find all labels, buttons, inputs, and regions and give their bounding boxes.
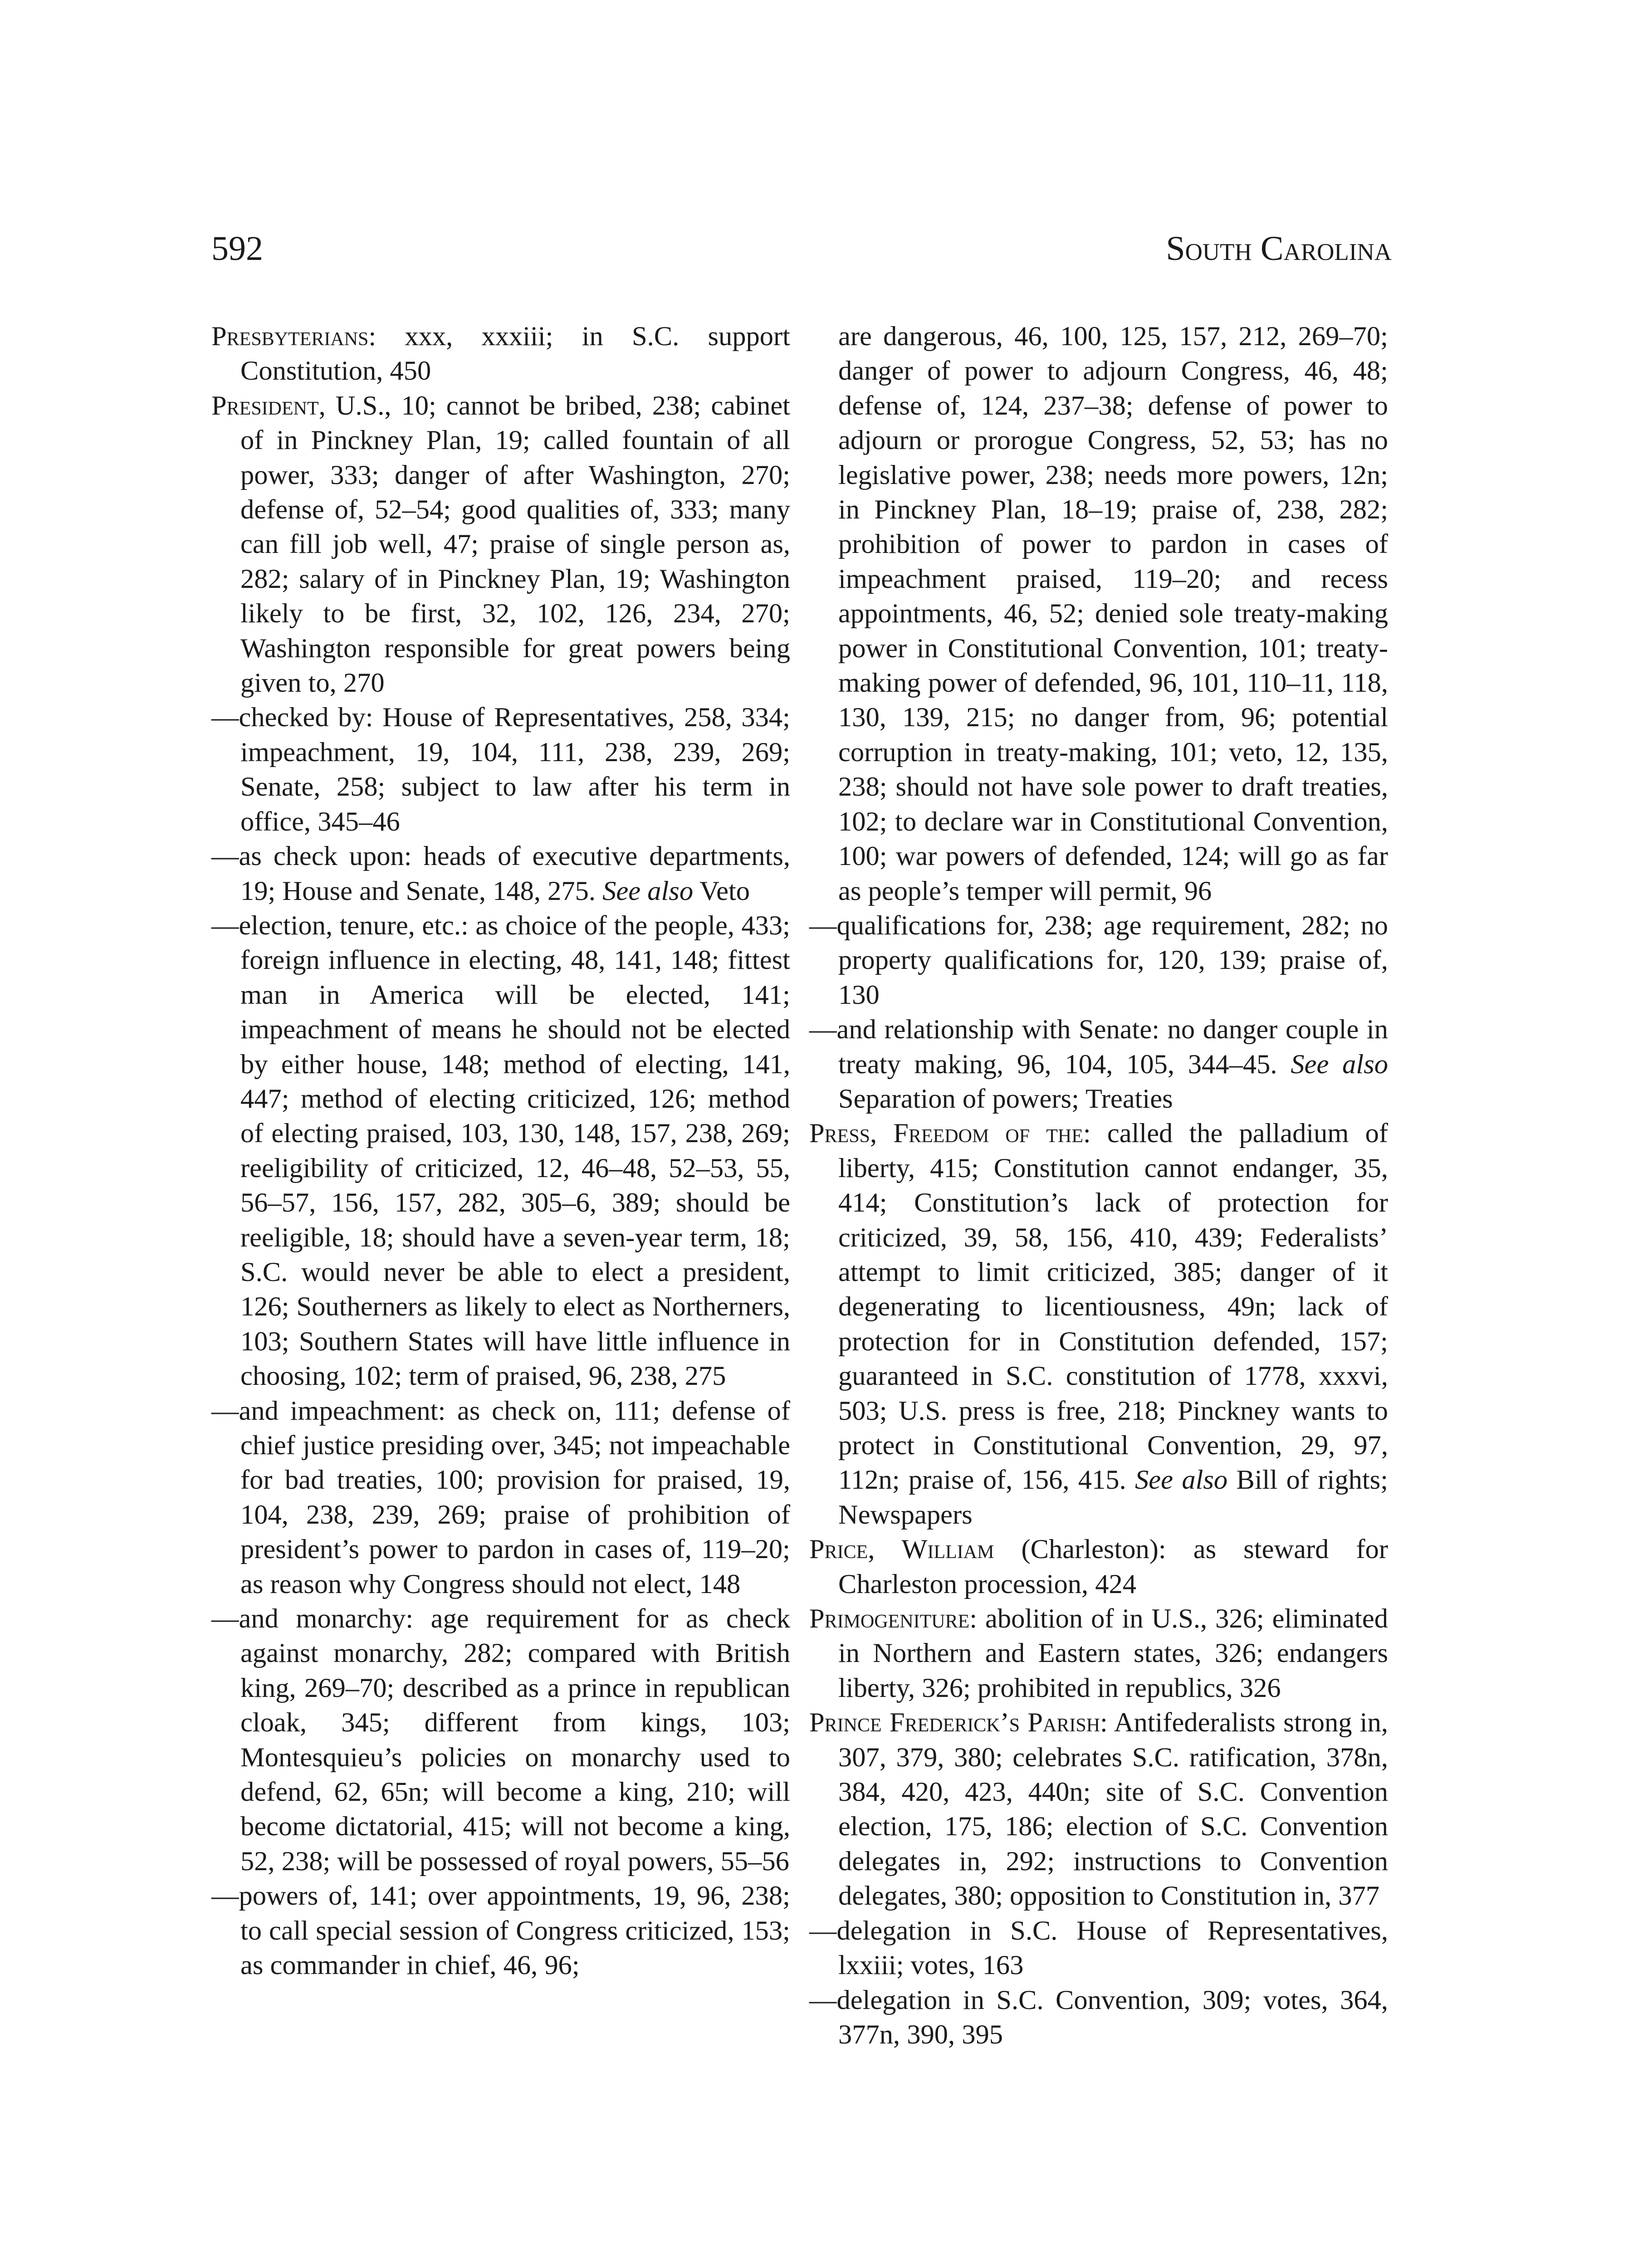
subentry-checked-by: —checked by: House of Representatives, 258, 334; impeachment, 19, 104, 111, 238, 239, 269; Senate, 258; subject to law after his term in office, 345–46	[211, 702, 790, 837]
entry-heading: Presbyterians	[211, 321, 369, 352]
subentry-house-delegation: —delegation in S.C. House of Representatives, lxxiii; votes, 163	[809, 1915, 1388, 1981]
cross-reference: Veto	[693, 875, 750, 906]
entry-text: : xxx, xxxiii; in S.C. support Constitution, 450	[240, 321, 790, 386]
subentry-powers: —powers of, 141; over appointments, 19, 96, 238; to call special session of Congress criticized, 153; as commander in chief, 46, 96;	[211, 1881, 790, 1981]
entry-heading: President	[211, 390, 319, 421]
subentry-qualifications: —qualifications for, 238; age requirement, 282; no property qualifications for, 120, 139; praise of, 130	[809, 910, 1388, 1010]
index-column-left	[211, 319, 790, 1983]
entry-text: —as check upon: heads of executive departments, 19; House and Senate, 148, 275.	[211, 841, 790, 906]
index-column-right	[809, 319, 1388, 2052]
subentry-election: —election, tenure, etc.: as choice of the people, 433; foreign influence in electing, 48, 141, 148; fittest man in America will be elected, 141; impeachment of means he should not be elected by either house, 148; method of electing, 141, 447; method of electing criticized, 126; method of electing praised, 103, 130, 148, 157, 238, 269; reeligibility of criticized, 12, 46–48, 52–53, 55, 56–57, 156, 157, 282, 305–6, 389; should be reeligible, 18; should have a seven-year term, 18; S.C. would never be able to elect a president, 126; Southerners as likely to elect as Northerners, 103; Southern States will have little influence in choosing, 102; term of praised, 96, 238, 275	[211, 910, 790, 1392]
cross-reference: Separation of powers; Treaties	[838, 1083, 1173, 1114]
subentry-powers-continued: are dangerous, 46, 100, 125, 157, 212, 269–70; danger of power to adjourn Congress, 46, 48; defense of, 124, 237–38; defense of power to adjourn or prorogue Congress, 52, 53; has no legislative power, 238; needs more powers, 12n; in Pinckney Plan, 18–19; praise of, 238, 282; prohibition of power to pardon in cases of impeachment praised, 119–20; and recess appointments, 46, 52; denied sole treaty-making power in Constitutional Convention, 101; treaty-making power of defended, 96, 101, 110–11, 118, 130, 139, 215; no danger from, 96; potential corruption in treaty-making, 101; veto, 12, 135, 238; should not have sole power to draft treaties, 102; to declare war in Constitutional Convention, 100; war powers of defended, 124; will go as far as people’s temper will permit, 96	[838, 321, 1388, 906]
entry-heading: Primogeniture	[809, 1603, 970, 1634]
index-entry-price	[809, 1532, 1388, 1602]
entry-text: (Charleston): as steward for Charleston procession, 424	[838, 1534, 1388, 1599]
entry-text: : Antifederalists strong in, 307, 379, 380; celebrates S.C. ratification, 378n, 384, 420, 423, 440n; site of S.C. Convention election, 175, 186; election of S.C. Convention delegates in, 292; instructions to Convention delegates, 380; opposition to Constitution in, 377	[838, 1707, 1388, 1911]
page-number: 592	[211, 230, 263, 268]
entry-heading: Prince Frederick’s Parish	[809, 1707, 1100, 1738]
entry-text: : abolition of in U.S., 326; eliminated in Northern and Eastern states, 326; endangers liberty, 326; prohibited in republics, 326	[838, 1603, 1388, 1703]
entry-text: : called the palladium of liberty, 415; Constitution cannot endanger, 35, 414; Constitution’s lack of protection for criticized, 39, 58, 156, 410, 439; Federalists’ attempt to limit criticized, 385; danger of it degenerating to licentiousness, 49n; lack of protection for in Constitution defended, 157; guaranteed in S.C. constitution of 1778, xxxvi, 503; U.S. press is free, 218; Pinckney wants to protect in Constitutional Convention, 29, 97, 112n; praise of, 156, 415.	[838, 1118, 1389, 1496]
index-entry-presbyterians	[211, 319, 790, 389]
running-head: South Carolina	[1166, 230, 1392, 268]
subentry-senate	[809, 1012, 1388, 1116]
entry-text: —and relationship with Senate: no danger couple in treaty making, 96, 104, 105, 344–45.	[809, 1014, 1388, 1080]
cross-reference: Bill of rights; Newspapers	[838, 1465, 1388, 1530]
index-entry-press	[809, 1116, 1388, 1532]
entry-heading: Press, Freedom of the	[809, 1118, 1083, 1149]
subentry-monarchy: —and monarchy: age requirement for as check against monarchy, 282; compared with British king, 269–70; described as a prince in republican cloak, 345; different from kings, 103; Montesquieu’s policies on monarchy used to defend, 62, 65n; will become a king, 210; will become dictatorial, 415; will not become a king, 52, 238; will be possessed of royal powers, 55–56	[211, 1603, 790, 1877]
index-entry-prince-frederick	[809, 1706, 1388, 1913]
entry-heading: Price, William	[809, 1534, 994, 1565]
see-also-label: See also	[1135, 1465, 1228, 1496]
index-entry-primogeniture	[809, 1602, 1388, 1706]
entry-text: , U.S., 10; cannot be bribed, 238; cabinet of in Pinckney Plan, 19; called fountain of all power, 333; danger of after Washington, 270; defense of, 52–54; good qualities of, 333; many can fill job well, 47; praise of single person as, 282; salary of in Pinckney Plan, 19; Washington likely to be first, 32, 102, 126, 234, 270; Washington responsible for great powers being given to, 270	[240, 390, 790, 699]
subentry-as-check-upon	[211, 839, 790, 909]
see-also-label: See also	[1291, 1049, 1388, 1080]
index-entry-president	[211, 389, 790, 701]
subentry-convention-delegation: —delegation in S.C. Convention, 309; votes, 364, 377n, 390, 395	[809, 1984, 1388, 2050]
subentry-impeachment: —and impeachment: as check on, 111; defense of chief justice presiding over, 345; not impeachable for bad treaties, 100; provision for praised, 19, 104, 238, 239, 269; praise of prohibition of president’s power to pardon in cases of, 119–20; as reason why Congress should not elect, 148	[211, 1395, 790, 1599]
see-also-label: See also	[602, 875, 694, 906]
